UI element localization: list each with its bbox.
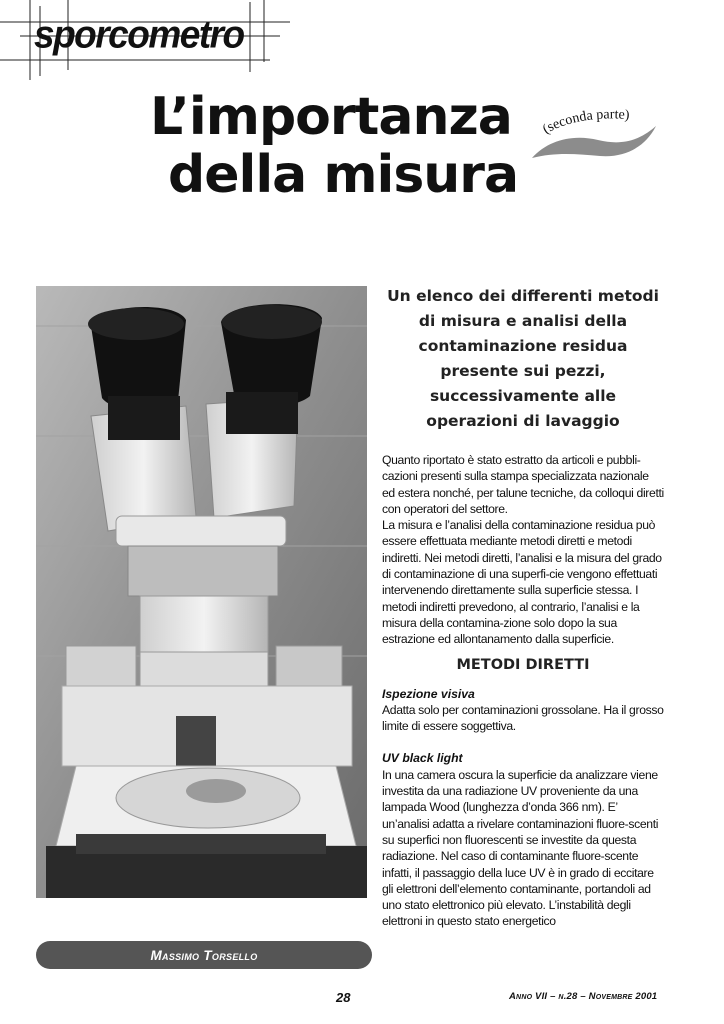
- intro-paragraph: La misura e l’analisi della contaminazione residua può essere effettuata mediante metodi diretti e metodi indiretti. Nei metodi diretti, l’analisi e la misura del grado di contaminazione di una superfi-cie vengono effettuati intervenendo direttamente sulla superficie stessa. I metodi indiretti prevedono, al contrario, l’analisi e la misura della contamina-zione solo dopo la sua estrazione ed allontanamento dalla superficie.: [382, 518, 662, 647]
- method-title: Ispezione visiva: [382, 686, 475, 701]
- text-column: [382, 284, 664, 930]
- svg-text:(seconda parte): [540, 107, 630, 137]
- lead-summary: Un elenco dei differenti metodi di misura e analisi della contaminazione residua presente sui pezzi, successivamente alle operazioni di lavaggio: [387, 287, 659, 430]
- method-title: UV black light: [382, 751, 463, 766]
- issue-info: Anno VII – n.28 – Novembre 2001: [509, 991, 658, 1002]
- title-line-1: L’importanza: [150, 87, 512, 147]
- method-text: In una camera oscura la superficie da analizzare viene investita da una radiazione UV proveniente da una lampada Wood (lunghezza d’onda 366 nm). E’ un’analisi adatta a rivelare contaminazioni fluore-scenti su superfici non fluorescenti se investite da questa radiazione. Nel caso di contaminante fluore-scente infatti, il passaggio della luce UV è in grado di eccitare gli elettroni dell’elemento contaminante, portandoli ad uno stato elettronico più elevato. L’instabilità degli elettroni in questo stato energetico: [382, 767, 659, 929]
- title-line-2: della misura: [168, 145, 519, 205]
- microscope-icon: [36, 286, 367, 898]
- method-text: Adatta solo per contaminazioni grossolane. Ha il grosso limite di essere soggettiva.: [382, 702, 664, 734]
- author-bar: [36, 941, 372, 969]
- intro-paragraph: Quanto riportato è stato estratto da articoli e pubbli-cazioni presenti sulla stampa specializzata nazionale ed estera nonché, per talune tecniche, da colloqui diretti con operatori del settore.: [382, 453, 664, 516]
- page-number: 28: [336, 990, 351, 1005]
- author-name: Massimo Torsello: [150, 947, 258, 963]
- microscope-photo: [36, 286, 367, 898]
- section-label: sporcometro: [34, 12, 244, 56]
- section-heading: METODI DIRETTI: [456, 656, 590, 673]
- part-tag-label: (seconda parte): [540, 107, 631, 138]
- part-tag-swoosh: [528, 100, 660, 170]
- article-title: [150, 88, 518, 204]
